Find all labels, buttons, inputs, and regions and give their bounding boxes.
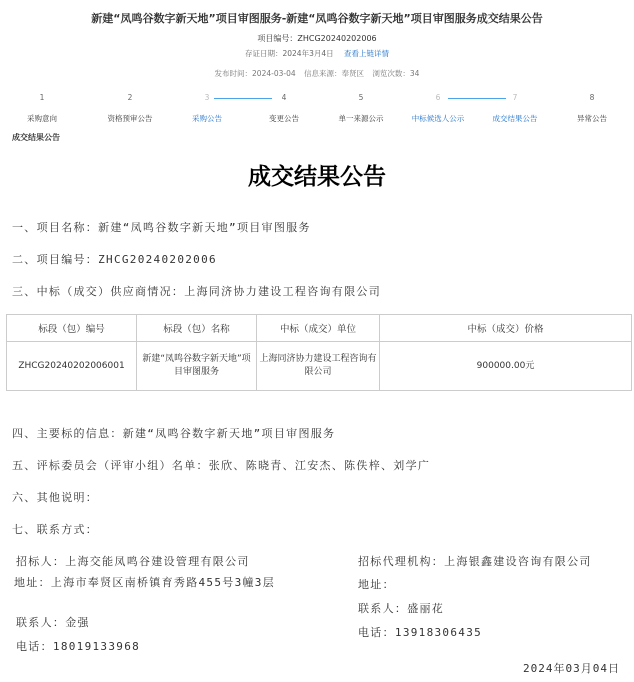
view-chain-details-link[interactable]: 查看上链详情 (344, 49, 390, 58)
table-cell-lot-number: ZHCG20240202006001 (7, 342, 137, 391)
item-project-number: 二、项目编号：ZHCG20240202006 (12, 253, 217, 266)
item-contact-title: 七、联系方式： (12, 523, 99, 536)
step-label: 变更公告 (269, 114, 299, 123)
buyer-contact-person: 联系人：金强 (16, 616, 90, 629)
meta-line (0, 68, 634, 79)
certification-line (0, 48, 634, 59)
agent-contact-person: 联系人：盛丽花 (358, 602, 445, 615)
buyer-address: 地址：上海市奉贤区南桥镇育秀路455号3幢3层 (14, 576, 276, 589)
cert-date: 存证日期：2024年3月4日 (244, 49, 334, 58)
section-tag: 成交结果公告 (12, 133, 60, 142)
step-number: 8 (589, 93, 595, 102)
step-label: 单一来源公示 (338, 114, 384, 123)
step-number: 1 (39, 93, 45, 102)
step-label: 采购公告 (192, 114, 222, 123)
item-committee: 五、评标委员会（评审小组）名单：张欣、陈晓青、江安杰、陈佚梓、刘学广 (12, 459, 431, 472)
info-source: 信息来源：奉贤区 (304, 69, 365, 78)
step-label: 资格预审公告 (107, 114, 153, 123)
step-8[interactable] (552, 92, 632, 124)
buyer-name: 招标人：上海交能凤鸣谷建设管理有限公司 (16, 555, 250, 568)
step-number: 7 (512, 93, 518, 102)
step-number: 5 (358, 93, 364, 102)
item-other: 六、其他说明： (12, 491, 99, 504)
table-header: 标段（包）名称 (137, 315, 257, 342)
agent-phone: 电话：13918306435 (358, 626, 483, 639)
document-title: 成交结果公告 (248, 164, 386, 190)
step-label: 成交结果公告 (492, 114, 538, 123)
step-4[interactable] (244, 92, 324, 124)
buyer-phone: 电话：18019133968 (16, 640, 141, 653)
process-steps (0, 92, 634, 122)
step-number: 3 (204, 93, 210, 102)
step-6[interactable] (398, 92, 478, 124)
table-cell-lot-name: 新建“凤鸣谷数字新天地”项目审图服务 (137, 342, 257, 391)
step-3[interactable] (167, 92, 247, 124)
step-label: 中标候选人公示 (411, 114, 465, 123)
table-header: 中标（成交）价格 (380, 315, 632, 342)
page-title: 新建“凤鸣谷数字新天地”项目审图服务-新建“凤鸣谷数字新天地”项目审图服务成交结果公告 (91, 12, 543, 25)
step-2[interactable] (90, 92, 170, 124)
step-1[interactable] (2, 92, 82, 124)
table-row (7, 342, 632, 391)
project-number: 项目编号：ZHCG20240202006 (257, 34, 377, 43)
view-count: 浏览次数：34 (372, 69, 420, 78)
table-header: 中标（成交）单位 (257, 315, 380, 342)
step-label: 采购意向 (27, 114, 57, 123)
step-5[interactable] (321, 92, 401, 124)
table-cell-price: 900000.00元 (380, 342, 632, 391)
agent-name: 招标代理机构：上海银鑫建设咨询有限公司 (358, 555, 592, 568)
step-7[interactable] (475, 92, 555, 124)
table-cell-winner: 上海同济协力建设工程咨询有限公司 (257, 342, 380, 391)
table-header: 标段（包）编号 (7, 315, 137, 342)
step-number: 2 (127, 93, 133, 102)
table-header-row (7, 315, 632, 342)
step-number: 6 (435, 93, 441, 102)
result-table (6, 314, 632, 391)
item-project-name: 一、项目名称：新建“凤鸣谷数字新天地”项目审图服务 (12, 221, 311, 234)
step-number: 4 (281, 93, 287, 102)
step-label: 异常公告 (577, 114, 607, 123)
announcement-date: 2024年03月04日 (523, 662, 620, 675)
item-supplier: 三、中标（成交）供应商情况：上海同济协力建设工程咨询有限公司 (12, 285, 381, 298)
agent-address: 地址： (358, 578, 395, 591)
publish-time: 发布时间：2024-03-04 (214, 69, 296, 78)
item-main-subject: 四、主要标的信息：新建“凤鸣谷数字新天地”项目审图服务 (12, 427, 336, 440)
